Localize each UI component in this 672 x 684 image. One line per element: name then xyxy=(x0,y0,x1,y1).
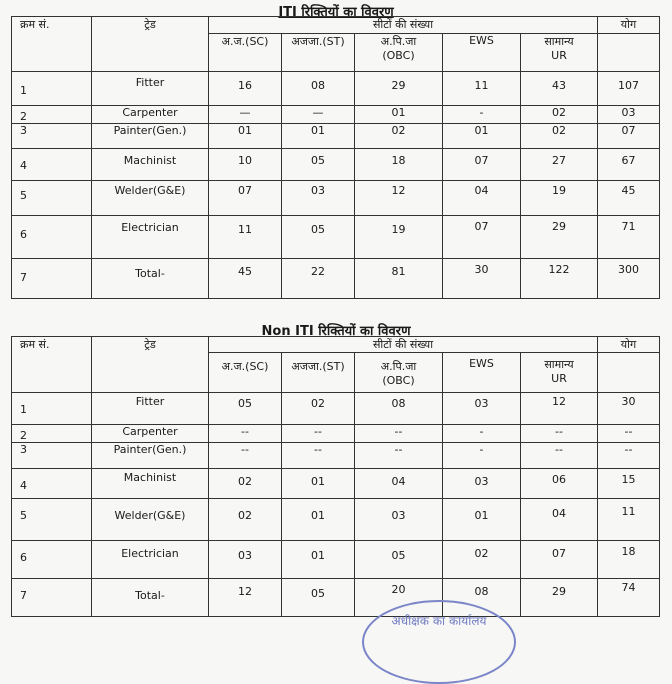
seats-header: सीटों की संख्या xyxy=(209,17,598,34)
row-trade: Electrician xyxy=(92,216,209,259)
row-obc: 04 xyxy=(355,469,443,499)
row-total: 07 xyxy=(598,124,660,149)
row-st: 08 xyxy=(282,72,355,106)
row-serial: 5 xyxy=(12,499,92,541)
table-row xyxy=(12,259,660,299)
ur-header-line1: सामान्य xyxy=(544,358,574,371)
row-obc: 20 xyxy=(355,579,443,617)
row-sc: 07 xyxy=(209,181,282,216)
row-trade: Machinist xyxy=(92,149,209,181)
row-obc: 02 xyxy=(355,124,443,149)
row-st: 01 xyxy=(282,541,355,579)
row-ur: 02 xyxy=(521,106,598,124)
table-row xyxy=(12,443,660,469)
row-ur: 02 xyxy=(521,124,598,149)
ur-header xyxy=(521,34,598,72)
row-st: 01 xyxy=(282,499,355,541)
office-seal-stamp xyxy=(362,600,516,684)
table-row xyxy=(12,149,660,181)
obc-header xyxy=(355,353,443,393)
row-ur: 122 xyxy=(521,259,598,299)
ur-header xyxy=(521,353,598,393)
row-trade: Welder(G&E) xyxy=(92,181,209,216)
row-total: 107 xyxy=(598,72,660,106)
serial-header: क्रम सं. xyxy=(12,17,92,72)
table-row xyxy=(12,499,660,541)
row-serial: 3 xyxy=(12,443,92,469)
row-obc: 03 xyxy=(355,499,443,541)
row-ur: 29 xyxy=(521,579,598,617)
row-trade: Welder(G&E) xyxy=(92,499,209,541)
row-total: 67 xyxy=(598,149,660,181)
row-sc: 05 xyxy=(209,393,282,425)
row-st: 05 xyxy=(282,149,355,181)
row-trade: Total- xyxy=(92,579,209,617)
st-header: अजजा.(ST) xyxy=(282,34,355,72)
row-serial: 5 xyxy=(12,181,92,216)
row-serial: 7 xyxy=(12,579,92,617)
total-header: योग xyxy=(598,17,660,34)
row-st: 22 xyxy=(282,259,355,299)
row-obc: -- xyxy=(355,443,443,469)
row-obc: 19 xyxy=(355,216,443,259)
sc-header: अ.ज.(SC) xyxy=(209,34,282,72)
row-trade: Painter(Gen.) xyxy=(92,124,209,149)
row-sc: 01 xyxy=(209,124,282,149)
row-ews: 02 xyxy=(443,541,521,579)
row-trade: Carpenter xyxy=(92,106,209,124)
row-serial: 4 xyxy=(12,149,92,181)
row-trade: Machinist xyxy=(92,469,209,499)
row-ews: - xyxy=(443,425,521,443)
row-ur: 27 xyxy=(521,149,598,181)
obc-header-line1: अ.पि.जा xyxy=(380,360,417,373)
table-row xyxy=(12,106,660,124)
row-total: 30 xyxy=(598,393,660,425)
row-sc: — xyxy=(209,106,282,124)
obc-header-line2: (OBC) xyxy=(382,374,415,387)
row-sc: 02 xyxy=(209,499,282,541)
row-total: 300 xyxy=(598,259,660,299)
row-total: 15 xyxy=(598,469,660,499)
table-row xyxy=(12,469,660,499)
row-st: 03 xyxy=(282,181,355,216)
row-trade: Painter(Gen.) xyxy=(92,443,209,469)
row-total: 45 xyxy=(598,181,660,216)
row-serial: 1 xyxy=(12,72,92,106)
row-ur: 29 xyxy=(521,216,598,259)
row-st: 05 xyxy=(282,216,355,259)
obc-header-line1: अ.पि.जा xyxy=(380,35,417,48)
total-header: योग xyxy=(598,337,660,353)
trade-header: ट्रेड xyxy=(92,17,209,72)
row-total: 11 xyxy=(598,499,660,541)
row-total: 71 xyxy=(598,216,660,259)
row-ews: 07 xyxy=(443,149,521,181)
row-ews: 30 xyxy=(443,259,521,299)
table-row xyxy=(12,181,660,216)
table-row xyxy=(12,216,660,259)
row-ews: 08 xyxy=(443,579,521,617)
row-serial: 2 xyxy=(12,106,92,124)
row-ews: 07 xyxy=(443,216,521,259)
row-serial: 2 xyxy=(12,425,92,443)
st-header: अजजा.(ST) xyxy=(282,353,355,393)
header-row xyxy=(12,17,660,34)
row-trade: Total- xyxy=(92,259,209,299)
row-total: 74 xyxy=(598,579,660,617)
ur-header-line1: सामान्य xyxy=(544,35,574,48)
row-serial: 6 xyxy=(12,541,92,579)
ews-header: EWS xyxy=(443,34,521,72)
row-obc: 05 xyxy=(355,541,443,579)
table-row xyxy=(12,541,660,579)
row-sc: -- xyxy=(209,443,282,469)
header-row xyxy=(12,337,660,353)
row-ur: -- xyxy=(521,443,598,469)
table-row xyxy=(12,579,660,617)
row-sc: -- xyxy=(209,425,282,443)
trade-header: ट्रेड xyxy=(92,337,209,393)
total-subheader-empty xyxy=(598,34,660,72)
seats-header: सीटों की संख्या xyxy=(209,337,598,353)
row-sc: 11 xyxy=(209,216,282,259)
row-trade: Fitter xyxy=(92,72,209,106)
row-sc: 10 xyxy=(209,149,282,181)
row-total: -- xyxy=(598,425,660,443)
row-st: 01 xyxy=(282,124,355,149)
row-ews: 11 xyxy=(443,72,521,106)
seal-text: अधीक्षक का कार्यालय xyxy=(391,614,487,628)
iti-table-title: ITI रिक्तियों का विवरण xyxy=(278,5,394,20)
row-obc: 18 xyxy=(355,149,443,181)
row-st: 01 xyxy=(282,469,355,499)
row-st: -- xyxy=(282,443,355,469)
row-obc: -- xyxy=(355,425,443,443)
row-sc: 02 xyxy=(209,469,282,499)
obc-header-line2: (OBC) xyxy=(382,49,415,62)
row-total: 03 xyxy=(598,106,660,124)
row-trade: Electrician xyxy=(92,541,209,579)
non-iti-table-title: Non ITI रिक्तियों का विवरण xyxy=(261,324,411,339)
row-sc: 16 xyxy=(209,72,282,106)
row-ur: 06 xyxy=(521,469,598,499)
row-ews: 04 xyxy=(443,181,521,216)
row-st: 05 xyxy=(282,579,355,617)
sc-header: अ.ज.(SC) xyxy=(209,353,282,393)
row-sc: 12 xyxy=(209,579,282,617)
row-ur: 19 xyxy=(521,181,598,216)
row-sc: 45 xyxy=(209,259,282,299)
row-ur: -- xyxy=(521,425,598,443)
row-ews: - xyxy=(443,443,521,469)
row-serial: 3 xyxy=(12,124,92,149)
iti-vacancy-table xyxy=(11,16,660,299)
row-obc: 12 xyxy=(355,181,443,216)
non-iti-vacancy-table xyxy=(11,336,660,617)
row-obc: 08 xyxy=(355,393,443,425)
row-ur: 04 xyxy=(521,499,598,541)
row-ur: 12 xyxy=(521,393,598,425)
table-row xyxy=(12,124,660,149)
row-obc: 81 xyxy=(355,259,443,299)
row-serial: 7 xyxy=(12,259,92,299)
table-row xyxy=(12,393,660,425)
row-ews: - xyxy=(443,106,521,124)
row-sc: 03 xyxy=(209,541,282,579)
serial-header: क्रम सं. xyxy=(12,337,92,393)
row-obc: 01 xyxy=(355,106,443,124)
total-subheader-empty xyxy=(598,353,660,393)
row-serial: 6 xyxy=(12,216,92,259)
row-ews: 03 xyxy=(443,469,521,499)
row-st: 02 xyxy=(282,393,355,425)
row-total: -- xyxy=(598,443,660,469)
row-trade: Fitter xyxy=(92,393,209,425)
ews-header: EWS xyxy=(443,353,521,393)
row-ur: 07 xyxy=(521,541,598,579)
row-ews: 03 xyxy=(443,393,521,425)
row-ews: 01 xyxy=(443,499,521,541)
table-row xyxy=(12,72,660,106)
row-total: 18 xyxy=(598,541,660,579)
table-row xyxy=(12,425,660,443)
row-obc: 29 xyxy=(355,72,443,106)
row-serial: 1 xyxy=(12,393,92,425)
row-ews: 01 xyxy=(443,124,521,149)
row-trade: Carpenter xyxy=(92,425,209,443)
ur-header-line2: UR xyxy=(551,49,567,62)
ur-header-line2: UR xyxy=(551,372,567,385)
row-st: — xyxy=(282,106,355,124)
obc-header xyxy=(355,34,443,72)
row-st: -- xyxy=(282,425,355,443)
row-ur: 43 xyxy=(521,72,598,106)
row-serial: 4 xyxy=(12,469,92,499)
